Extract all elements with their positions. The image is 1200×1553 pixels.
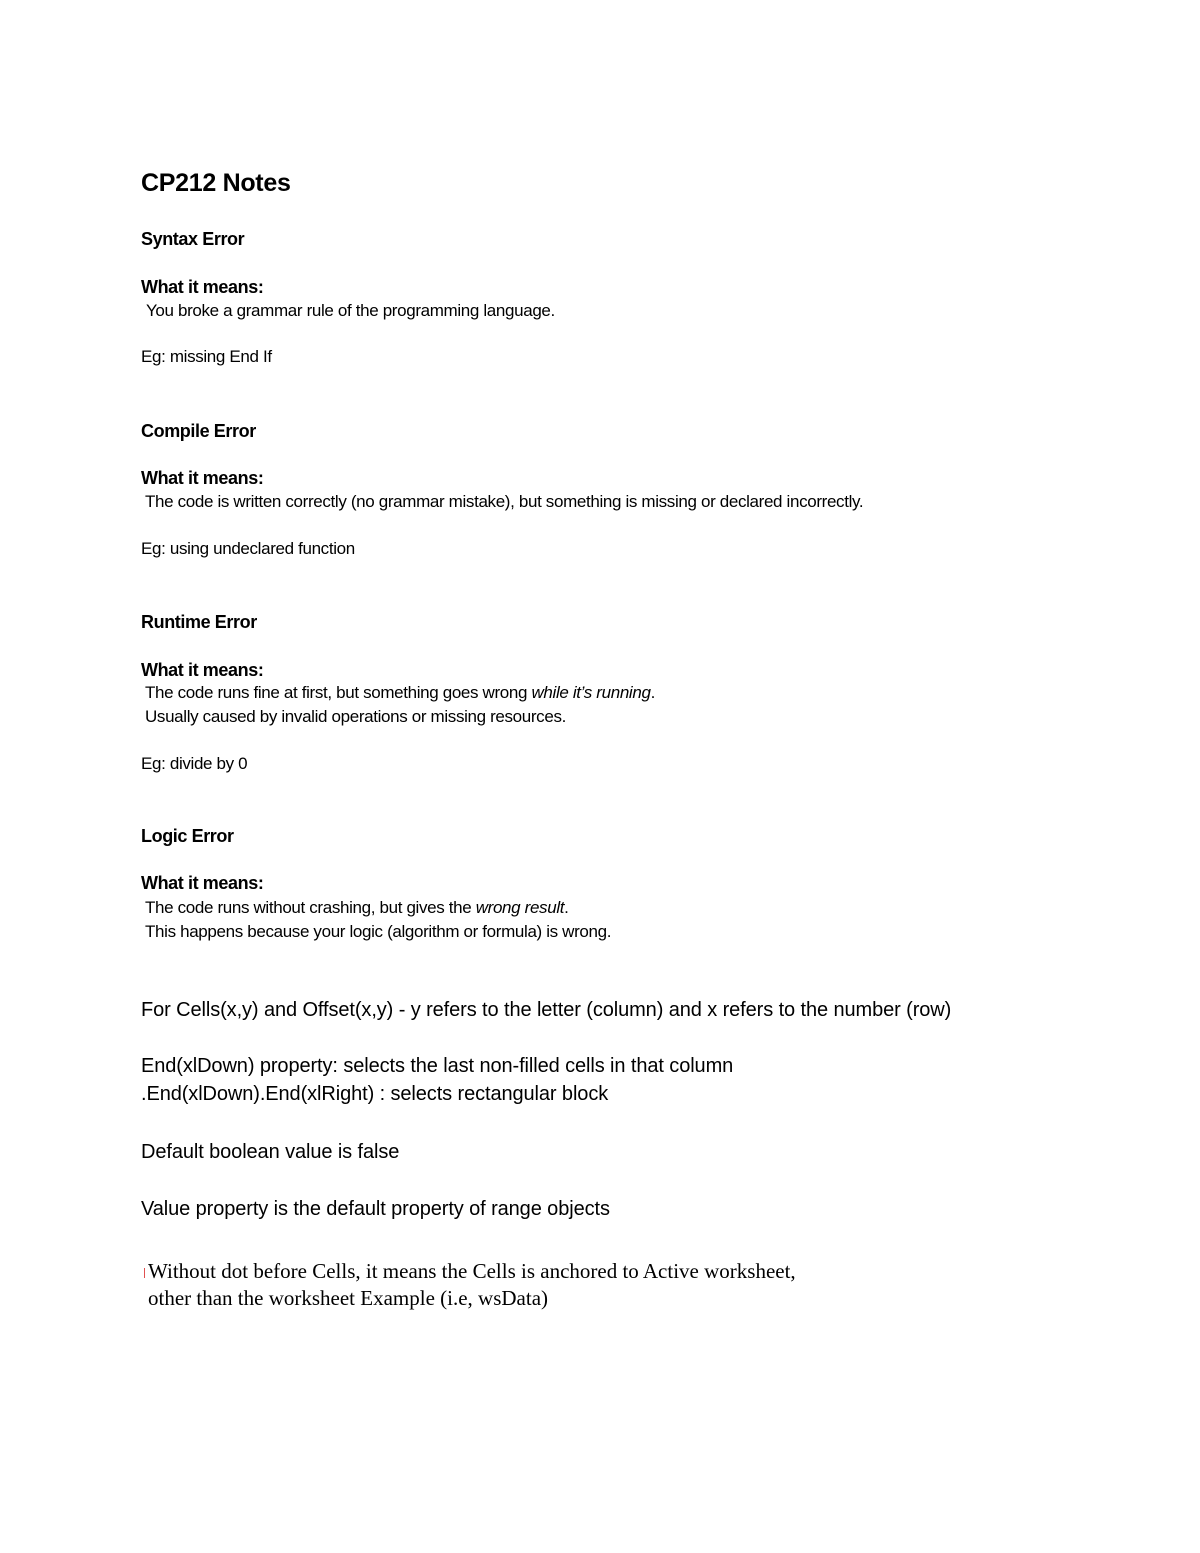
section-example-runtime: Eg: divide by 0 <box>141 754 248 773</box>
pasted-note-line1: Without dot before Cells, it means the Cells is anchored to Active worksheet, <box>148 1259 796 1283</box>
section-heading-syntax: Syntax Error <box>141 229 245 249</box>
note-end-xldown: End(xlDown) property: selects the last non-filled cells in that column <box>141 1055 734 1077</box>
section-text-syntax: You broke a grammar rule of the programming language. <box>146 301 555 320</box>
section-label-logic: What it means: <box>141 873 264 893</box>
section-text-logic-line2: This happens because your logic (algorithm or formula) is wrong. <box>145 922 612 941</box>
note-cells-offset: For Cells(x,y) and Offset(x,y) - y refers to the letter (column) and x refers to the number (row) <box>141 999 952 1021</box>
section-text-runtime-line2: Usually caused by invalid operations or missing resources. <box>145 707 566 726</box>
section-text-compile: The code is written correctly (no grammar mistake), but something is missing or declared incorrectly. <box>145 492 864 511</box>
section-heading-runtime: Runtime Error <box>141 612 257 632</box>
page-title: CP212 Notes <box>141 169 291 197</box>
section-text-runtime-line1: The code runs fine at first, but something goes wrong while it’s running. <box>145 683 655 702</box>
section-label-compile: What it means: <box>141 468 264 488</box>
section-heading-logic: Logic Error <box>141 826 234 846</box>
pasted-note-line2: other than the worksheet Example (i.e, wsData) <box>148 1286 549 1310</box>
section-heading-compile: Compile Error <box>141 421 256 441</box>
section-example-compile: Eg: using undeclared function <box>141 539 355 558</box>
note-default-boolean: Default boolean value is false <box>141 1141 400 1163</box>
section-text-logic-line1: The code runs without crashing, but gives the wrong result. <box>145 898 569 917</box>
section-label-syntax: What it means: <box>141 277 264 297</box>
cursor-mark <box>144 1268 145 1278</box>
note-end-xlright: .End(xlDown).End(xlRight) : selects rectangular block <box>141 1083 609 1105</box>
section-label-runtime: What it means: <box>141 660 264 680</box>
note-value-property: Value property is the default property of range objects <box>141 1198 610 1220</box>
section-example-syntax: Eg: missing End If <box>141 347 272 366</box>
